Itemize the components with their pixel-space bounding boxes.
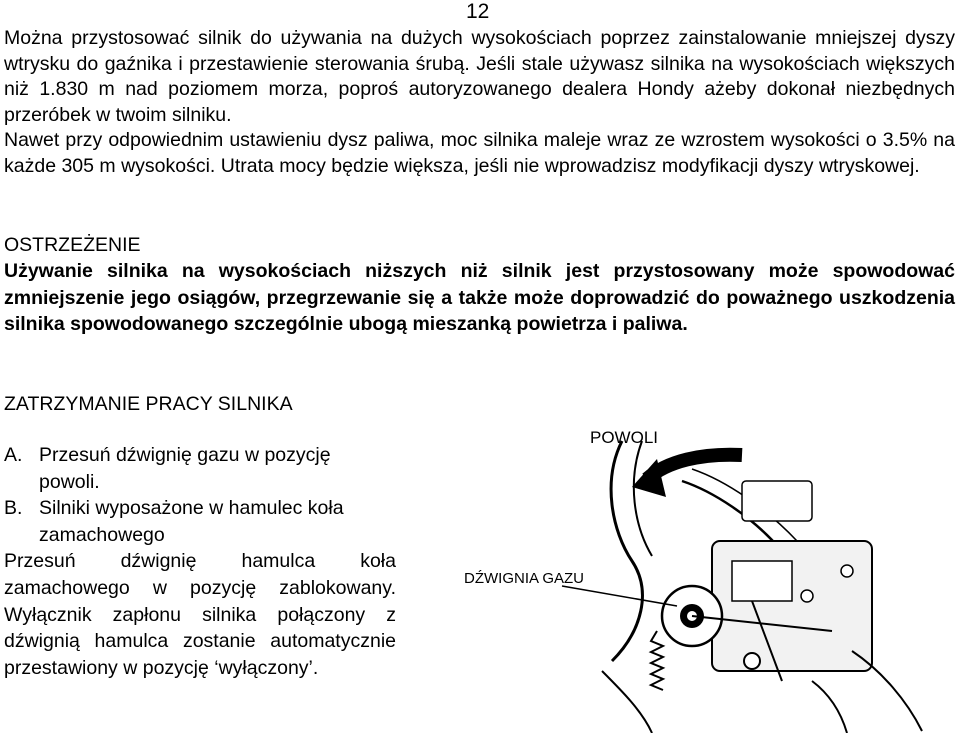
warning-block (4, 232, 955, 337)
warning-title: OSTRZEŻENIE (4, 234, 141, 256)
warning-text: Używanie silnika na wysokościach niższych niż silnik jest przystosowany może spowodować zmniejszenie jego osiągów, przegrzewanie się a także może doprowadzić do poważnego uszkodzenia silnika spowodowanego szczególnie ubogą mieszanką powietrza i paliwa. (4, 260, 955, 335)
label-slow: POWOLI (590, 428, 659, 447)
section-title: ZATRZYMANIE PRACY SILNIKA (4, 393, 293, 415)
step-b-key: B. (4, 497, 23, 520)
step-b (4, 495, 396, 548)
intro-paragraph-2: Nawet przy odpowiednim ustawieniu dysz paliwa, moc silnika maleje wraz ze wzrostem wysokości o 3.5% na każde 305 m wysokości. Utrata mocy będzie większa, jeśli nie wprowadzisz modyfikacji dyszy wtryskowej. (4, 129, 955, 177)
step-b-instruction: Przesuń dźwignię hamulca koła zamachowego w pozycję zablokowany. Wyłącznik zapłonu silnika połączony z dźwignią hamulca zostanie automatycznie przestawiony w pozycję ‘wyłączony’. (4, 550, 396, 679)
step-a (4, 442, 396, 495)
intro-paragraph-1: Można przystosować silnik do używania na dużych wysokościach poprzez zainstalowanie mniejszej dyszy wtrysku do gaźnika i przestawienie sterowania śrubą. Jeśli stale używasz silnika na wysokościach większych niż 1.830 m nad poziomem morza, poproś autoryzowanego dealera Hondy ażeby dokonał niezbędnych przeróbek w twoim silniku. (4, 27, 955, 126)
step-a-key: A. (4, 444, 23, 466)
page-number: 12 (466, 0, 490, 23)
throttle-lever-illustration (452, 421, 957, 733)
step-b-text: Silniki wyposażone w hamulec koła zamachowego (39, 497, 344, 546)
intro-text (4, 26, 955, 180)
engine-diagram (452, 421, 957, 733)
stop-instructions (4, 442, 396, 681)
step-a-text: Przesuń dźwignię gazu w pozycję powoli. (39, 444, 331, 493)
label-throttle-lever: DŹWIGNIA GAZU (464, 570, 584, 587)
